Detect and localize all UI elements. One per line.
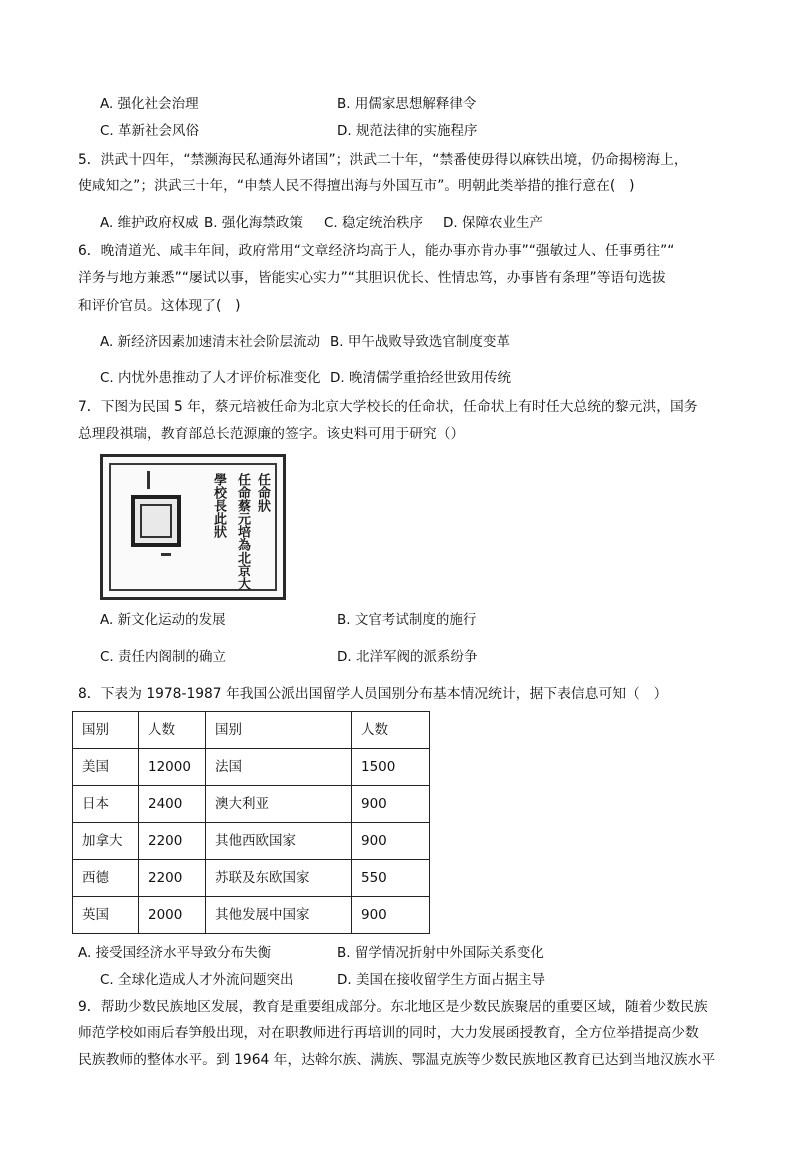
- table-row: [73, 786, 430, 823]
- q6-option-a: A. 新经济因素加速清末社会阶层流动: [100, 334, 321, 350]
- table-cell: 900: [352, 897, 430, 934]
- table-cell: 900: [352, 823, 430, 860]
- table-cell: 澳大利亚: [206, 786, 352, 823]
- table-cell: 1500: [352, 749, 430, 786]
- q5-option-d: D. 保障农业生产: [443, 215, 543, 231]
- q5-stem-line1: 5．洪武十四年，“禁濒海民私通海外诸国”；洪武二十年，“禁番使毋得以麻铁出境，仍命揭榜海上，: [78, 152, 688, 168]
- table-cell: 其他发展中国家: [206, 897, 352, 934]
- study-abroad-table: [72, 711, 430, 934]
- q5-option-b: B. 强化海禁政策: [204, 215, 303, 231]
- q8-stem: 8．下表为 1978-1987 年我国公派出国留学人员国别分布基本情况统计，据下表信息可知（ ）: [78, 686, 668, 702]
- q4-option-d: D. 规范法律的实施程序: [337, 123, 478, 139]
- table-row: [73, 749, 430, 786]
- table-row: [73, 897, 430, 934]
- q8-option-a: A. 接受国经济水平导致分布失衡: [78, 945, 272, 961]
- q9-stem-line3: 民族教师的整体水平。到 1964 年，达斡尔族、满族、鄂温克族等少数民族地区教育已达到当地汉族水平: [78, 1052, 716, 1068]
- q7-option-b: B. 文官考试制度的施行: [337, 612, 477, 628]
- q6-stem-line1: 6．晚清道光、咸丰年间，政府常用“文章经济均高于人，能办事亦肯办事”“强敏过人、任事勇往”“: [78, 243, 675, 259]
- q4-option-a: A. 强化社会治理: [100, 96, 199, 112]
- q6-option-b: B. 甲午战败导致选官制度变革: [330, 334, 510, 350]
- table-cell: 英国: [73, 897, 139, 934]
- certificate-stroke: [147, 471, 150, 489]
- q6-stem-line3: 和评价官员。这体现了( ): [78, 298, 241, 314]
- table-cell: 西德: [73, 860, 139, 897]
- table-header-cell: 国别: [206, 712, 352, 749]
- table-cell: 加拿大: [73, 823, 139, 860]
- q7-stem-line2: 总理段祺瑞，教育部总长范源廉的签字。该史料可用于研究（）: [78, 426, 465, 442]
- table-row: [73, 823, 430, 860]
- certificate-seal: [131, 495, 181, 547]
- q4-option-b: B. 用儒家思想解释律令: [337, 96, 477, 112]
- table-header-row: [73, 712, 430, 749]
- table-cell: 12000: [139, 749, 206, 786]
- q6-stem-line2: 洋务与地方兼悉”“屡试以事，皆能实心实力”“其胆识优长、性情忠笃，办事皆有条理”等语句选拔: [78, 270, 666, 286]
- certificate-text-main: 任命蔡元培為北京大: [235, 473, 250, 590]
- table-row: [73, 860, 430, 897]
- q7-option-c: C. 责任内阁制的确立: [100, 649, 227, 665]
- table-cell: 2200: [139, 823, 206, 860]
- table-header-cell: 国别: [73, 712, 139, 749]
- q4-option-c: C. 革新社会风俗: [100, 123, 200, 139]
- table-header-cell: 人数: [139, 712, 206, 749]
- q5-option-c: C. 稳定统治秩序: [324, 215, 424, 231]
- table-cell: 法国: [206, 749, 352, 786]
- q8-option-c: C. 全球化造成人才外流问题突出: [100, 972, 294, 988]
- table-cell: 2000: [139, 897, 206, 934]
- q5-option-a: A. 维护政府权威: [100, 215, 199, 231]
- q7-option-a: A. 新文化运动的发展: [100, 612, 226, 628]
- q5-stem-line2: 使咸知之”；洪武三十年，“申禁人民不得擅出海与外国互市”。明朝此类举措的推行意在( ): [78, 178, 635, 194]
- table-cell: 900: [352, 786, 430, 823]
- q6-option-d: D. 晚清儒学重拾经世致用传统: [330, 370, 511, 386]
- table-cell: 550: [352, 860, 430, 897]
- certificate-text-sub: 學校長此狀: [211, 473, 226, 538]
- q9-stem-line1: 9．帮助少数民族地区发展，教育是重要组成部分。东北地区是少数民族聚居的重要区域，随着少数民族: [78, 999, 708, 1015]
- appointment-certificate-image: [100, 454, 286, 600]
- q8-option-d: D. 美国在接收留学生方面占据主导: [337, 972, 545, 988]
- certificate-title: 任命狀: [255, 473, 270, 512]
- q7-option-d: D. 北洋军阀的派系纷争: [337, 649, 478, 665]
- table-cell: 2200: [139, 860, 206, 897]
- q6-option-c: C. 内忧外患推动了人才评价标准变化: [100, 370, 321, 386]
- table-cell: 美国: [73, 749, 139, 786]
- table-header-cell: 人数: [352, 712, 430, 749]
- certificate-stroke: [161, 553, 171, 556]
- q9-stem-line2: 师范学校如雨后春笋般出现，对在职教师进行再培训的同时，大力发展函授教育，全方位举措提高少数: [78, 1025, 699, 1041]
- q8-option-b: B. 留学情况折射中外国际关系变化: [337, 945, 544, 961]
- table-cell: 2400: [139, 786, 206, 823]
- table-cell: 日本: [73, 786, 139, 823]
- q7-stem-line1: 7．下图为民国 5 年，蔡元培被任命为北京大学校长的任命状，任命状上有时任大总统的黎元洪，国务: [78, 399, 698, 415]
- table-cell: 苏联及东欧国家: [206, 860, 352, 897]
- table-cell: 其他西欧国家: [206, 823, 352, 860]
